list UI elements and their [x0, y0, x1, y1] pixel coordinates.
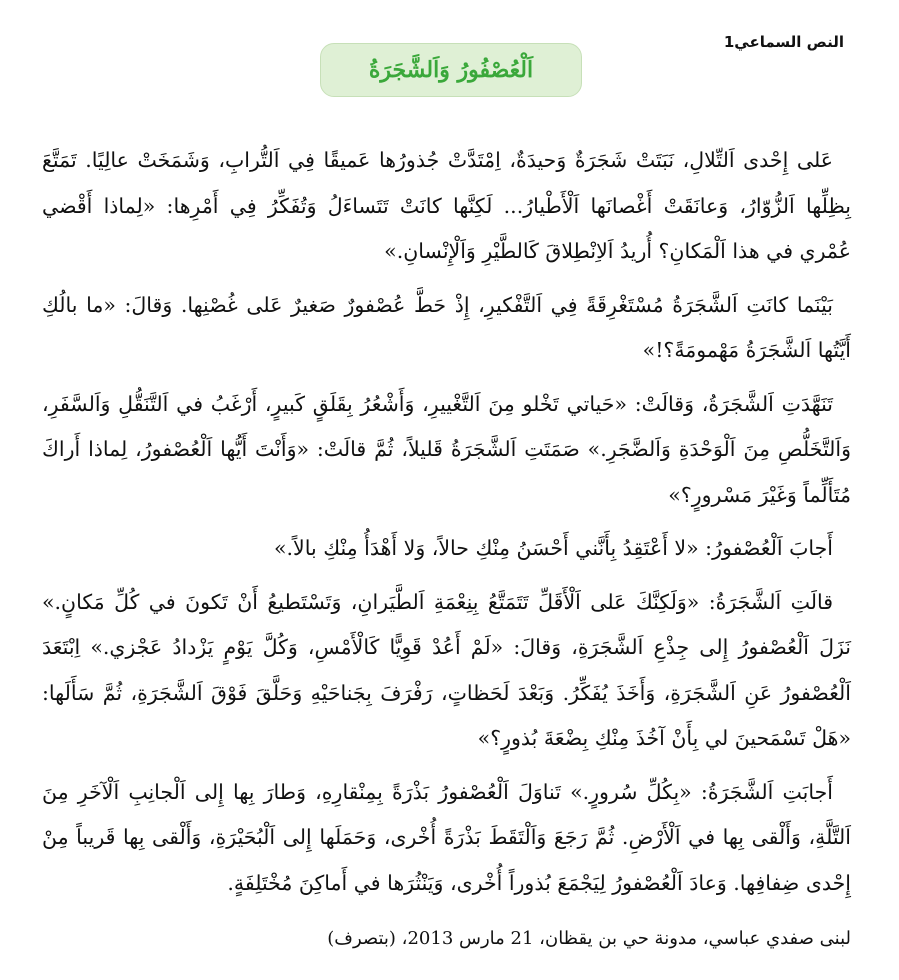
paragraph: أَجابَتِ اَلشَّجَرَةُ: «بِكُلِّ سُرورٍ.» تَناوَلَ اَلْعُصْفورُ بَذْرَةً بِمِنْقارِهِ، وَطارَ بِها إِلى اَلْجانِبِ اَلْآخَرِ مِنَ اَلتَّلَّةِ، وَأَلْقى بِها في اَلْأَرْضِ. ثُمَّ رَجَعَ وَاَلْتَقَطَ بَذْرَةً أُخْرى، وَحَمَلَها إِلى اَلْبُحَيْرَةِ، وَأَلْقى بِها قَريباً مِنْ إِحْدى ضِفافِها. وَعادَ اَلْعُصْفورُ لِيَجْمَعَ بُذوراً أُخْرى، وَيَنْثُرَها في أَماكِنَ مُخْتَلِفَةٍ. [42, 779, 851, 895]
paragraph: بَيْنَما كانَتِ اَلشَّجَرَةُ مُسْتَغْرِقَةً فِي اَلتَّفْكيرِ، إِذْ حَطَّ عُصْفورٌ صَغيرٌ عَلى غُصْنِها. وَقالَ: «ما بالُكِ أَيَّتُها اَلشَّجَرَةُ مَهْمومَةً؟!» [42, 292, 851, 362]
story-body [42, 138, 851, 914]
paragraph: عَلى إِحْدى اَلتِّلالِ، نَبَتَتْ شَجَرَةٌ وَحيدَةٌ، اِمْتَدَّتْ جُذورُها عَميقًا فِي اَلتُّرابِ، وَشَمَخَتْ عالِيًا. تَمَتَّعَ بِظِلِّها اَلزُّوّارُ، وَعانَقَتْ أَغْصانَها اَلْأَطْيارُ... لَكِنَّها كانَتْ تَتَساءَلُ وَتُفَكِّرُ فِي أَمْرِها: «لِماذا أَقْضي عُمْري في هذا اَلْمَكانِ؟ أُريدُ اَلاِنْطِلاقَ كَالطَّيْرِ وَاَلْإِنْسانِ.» [42, 148, 851, 263]
paragraph: تَنَهَّدَتِ اَلشَّجَرَةُ، وَقالَتْ: «حَياتي تَخْلو مِنَ اَلتَّغْييرِ، وَأَشْعُرُ بِقَلَقٍ كَبيرٍ، أَرْغَبُ في اَلتَّنَقُّلِ وَاَلسَّفَرِ، وَاَلتَّخَلُّصِ مِنَ اَلْوَحْدَةِ وَاَلضَّجَرِ.» صَمَتَتِ اَلشَّجَرَةُ قَليلاً، ثُمَّ قالَتْ: «وَأَنْتَ أَيُّها اَلْعُصْفورُ، لِماذا أَراكَ مُتَأَلِّماً وَغَيْرَ مَسْرورٍ؟» [42, 391, 851, 507]
paragraph: أَجابَ اَلْعُصْفورُ: «لا أَعْتَقِدُ بِأَنَّني أَحْسَنُ مِنْكِ حالاً، وَلا أَهْدَأُ مِنْكِ بالاً.» [273, 536, 833, 560]
story-title: اَلْعُصْفُورُ وَاَلشَّجَرَةُ [368, 57, 534, 83]
source-citation: لبنى صفدي عباسي، مدونة حي بن يقظان، 21 مارس 2013، (بتصرف) [327, 928, 851, 949]
title-box [320, 43, 582, 97]
paragraph: قالَتِ اَلشَّجَرَةُ: «وَلَكِنَّكَ عَلى اَلْأَقَلِّ تَتَمَتَّعُ بِنِعْمَةِ اَلطَّيَرانِ، وَتَسْتَطيعُ أَنْ تَكونَ في كُلِّ مَكانٍ.» نَزَلَ اَلْعُصْفورُ إِلى جِذْعِ اَلشَّجَرَةِ، وَقالَ: «لَمْ أَعُدْ قَوِيًّا كَالْأَمْسِ، وَكُلَّ يَوْمٍ يَزْدادُ عَجْزي.» اِبْتَعَدَ اَلْعُصْفورُ عَنِ اَلشَّجَرَةِ، وَأَخَذَ يُفَكِّرُ. وَبَعْدَ لَحَظاتٍ، رَفْرَفَ بِجَناحَيْهِ وَحَلَّقَ فَوْقَ اَلشَّجَرَةِ، ثُمَّ سَأَلَها: «هَلْ تَسْمَحينَ لي بِأَنْ آخُذَ مِنْكِ بِضْعَةَ بُذورٍ؟» [42, 589, 851, 750]
header-label: النص السماعي1 [723, 33, 844, 51]
